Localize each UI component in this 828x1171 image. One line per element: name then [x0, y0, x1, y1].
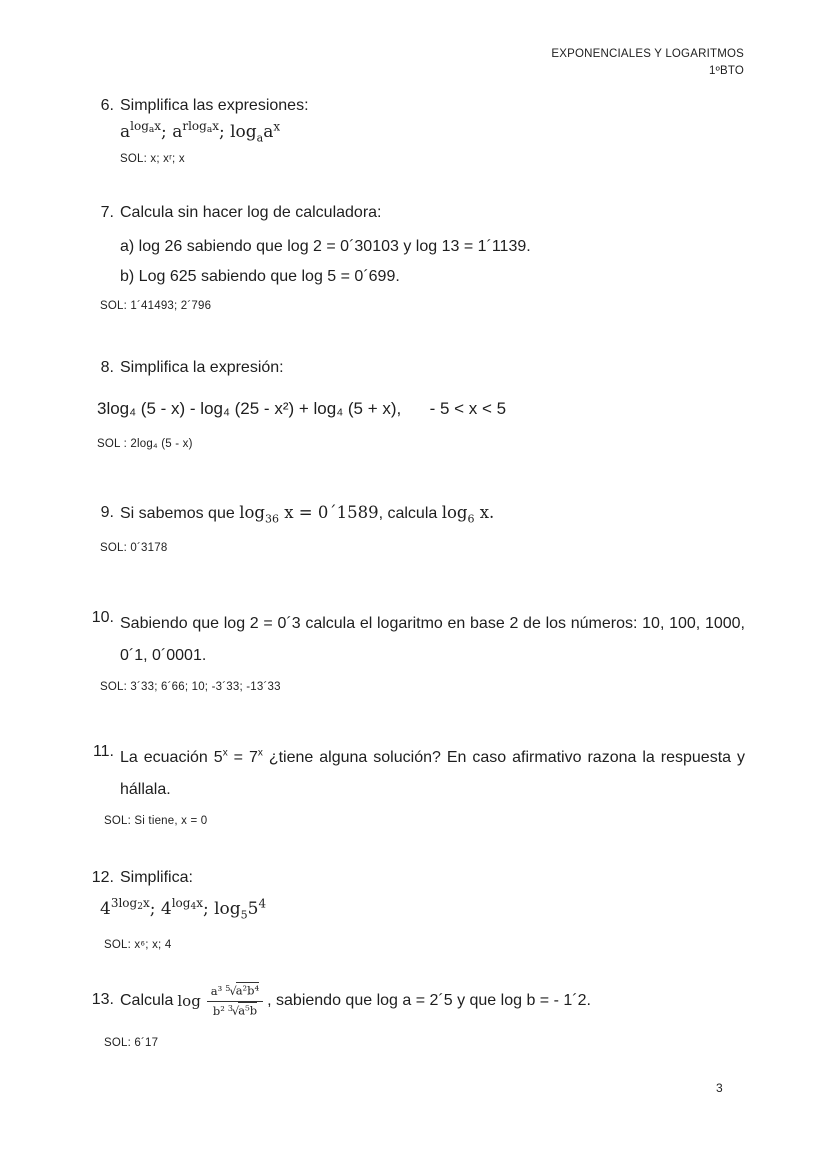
math-log36x	[239, 503, 379, 526]
exercise-8-solution: SOL : 2log₄ (5 - x)	[97, 438, 193, 451]
math-token: a	[172, 122, 183, 142]
fraction-denominator	[207, 1002, 263, 1019]
math-token: a	[263, 122, 274, 142]
math-token: a	[120, 122, 131, 142]
exercise-12-solution: SOL: x⁶; x; 4	[104, 939, 172, 952]
fraction-numerator	[207, 984, 263, 1002]
math-token: x = 0´1589	[278, 503, 379, 522]
exercise-7	[86, 203, 745, 313]
math-token: a	[206, 125, 213, 136]
exercise-13-text	[120, 978, 745, 1024]
exercise-8	[86, 358, 745, 452]
exercise-6	[86, 96, 745, 166]
math-token: ;	[161, 122, 173, 142]
math-token: log	[130, 119, 149, 134]
exercise-7-items	[120, 232, 745, 293]
exercise-8-formula: 3log₄ (5 - x) - log₄ (25 - x²) + log₄ (5 + x), - 5 < x < 5	[97, 399, 507, 418]
text-run: , sabiendo que log a = 2´5 y que log b = - 1´2.	[267, 992, 591, 1009]
exercise-6-formula	[120, 121, 745, 143]
math-exponent	[182, 119, 219, 136]
exercise-13-solution: SOL: 6´17	[104, 1037, 159, 1049]
math-token: 5	[247, 899, 259, 919]
header-title: EXPONENCIALES Y LOGARITMOS	[551, 48, 744, 60]
math-token: 36	[264, 512, 279, 526]
math-token: a	[148, 125, 155, 136]
exercise-11-solution: SOL: Si tiene, x = 0	[104, 815, 208, 827]
exercise-10-text: Sabiendo que log 2 = 0´3 calcula el logaritmo en base 2 de los números: 10, 100, 1000, 0´1, 0´0001.	[120, 615, 745, 664]
math-exponent	[110, 896, 150, 913]
math-token: 6	[467, 512, 475, 526]
radicand: a⁵b	[238, 1003, 258, 1018]
radical	[225, 984, 259, 998]
exercise-11-text	[120, 742, 745, 806]
radical-index: 3	[227, 1003, 233, 1013]
exercise-11	[86, 742, 745, 828]
math-token: x	[273, 119, 281, 134]
exercise-10-number: 10.	[91, 609, 114, 626]
math-exponent: x	[222, 747, 228, 759]
exercise-9-text	[120, 503, 495, 526]
radical	[228, 1004, 257, 1018]
math-token: ;	[149, 899, 161, 919]
math-log6x	[441, 503, 495, 526]
math-exponent: x	[257, 747, 263, 759]
math-token: log	[171, 896, 191, 911]
exercise-10	[86, 608, 745, 694]
math-token: 4	[100, 899, 111, 919]
math-token: log	[441, 503, 468, 522]
radical-index: 5	[225, 983, 231, 993]
page-number: 3	[716, 1081, 723, 1095]
exercise-7-title: Calcula sin hacer log de calculadora:	[120, 204, 382, 221]
math-exponent	[130, 119, 162, 136]
math-token: log	[214, 899, 241, 919]
exercise-12-number: 12.	[91, 869, 114, 886]
radical-sign: √	[231, 1003, 239, 1018]
radicand: a²b⁴	[235, 983, 260, 998]
exercise-12	[86, 868, 745, 952]
math-token: b²	[212, 1003, 225, 1018]
math-token: log	[230, 122, 257, 142]
radical-sign: √	[229, 983, 236, 998]
exercise-13-number: 13.	[91, 991, 114, 1008]
math-token: log	[239, 503, 265, 522]
exercise-9-number: 9.	[100, 504, 114, 521]
exercise-8-title: Simplifica la expresión:	[120, 359, 284, 376]
math-token: x.	[474, 503, 495, 522]
math-token: 2	[137, 902, 143, 913]
text-run: ¿tiene alguna solución? En caso afirmativo razona la respuesta y hállala.	[120, 749, 746, 798]
math-fraction	[207, 984, 263, 1019]
math-token: rlog	[182, 119, 207, 134]
math-log-label: log	[177, 991, 201, 1010]
text-run: Si sabemos que	[120, 505, 240, 522]
math-token: 4	[160, 899, 172, 919]
exercise-7-item-a: a) log 26 sabiendo que log 2 = 0´30103 y log 13 = 1´1139.	[120, 238, 531, 255]
math-token: ;	[218, 122, 231, 142]
math-token: ;	[202, 899, 215, 919]
exercise-12-title: Simplifica:	[120, 869, 193, 886]
math-token: x	[154, 119, 162, 134]
text-run: La ecuación 5	[120, 749, 223, 766]
math-token: 5	[240, 908, 248, 922]
exercise-7-item-b: b) Log 625 sabiendo que log 5 = 0´699.	[120, 268, 400, 286]
exercise-8-number: 8.	[100, 359, 114, 376]
math-token: x	[142, 896, 150, 911]
exercise-9	[86, 503, 745, 555]
text-run: = 7	[227, 749, 258, 766]
header-subtitle: 1ºBTO	[708, 65, 744, 78]
math-token: a	[256, 131, 264, 145]
text-run: , calcula	[378, 505, 442, 522]
exercise-9-solution: SOL: 0´3178	[100, 542, 168, 554]
math-token: x	[212, 119, 219, 134]
math-token: x	[196, 896, 203, 911]
document-header	[551, 46, 744, 81]
exercise-7-number: 7.	[100, 204, 114, 221]
exercise-12-formula	[100, 898, 745, 920]
exercise-6-solution: SOL: x; xʳ; x	[120, 153, 185, 166]
math-token: 4	[258, 896, 267, 911]
exercise-10-solution: SOL: 3´33; 6´66; 10; -3´33; -13´33	[100, 681, 281, 693]
exercise-6-number: 6.	[100, 97, 114, 114]
exercise-13	[86, 978, 745, 1050]
math-token: 4	[190, 902, 197, 913]
text-run: Calcula	[120, 992, 174, 1009]
math-exponent	[171, 896, 203, 913]
math-token: 3log	[110, 896, 138, 911]
math-token: a³	[210, 983, 223, 998]
exercise-6-title: Simplifica las expresiones:	[120, 97, 309, 114]
exercise-11-number: 11.	[92, 743, 114, 760]
exercise-7-solution: SOL: 1´41493; 2´796	[100, 299, 212, 312]
